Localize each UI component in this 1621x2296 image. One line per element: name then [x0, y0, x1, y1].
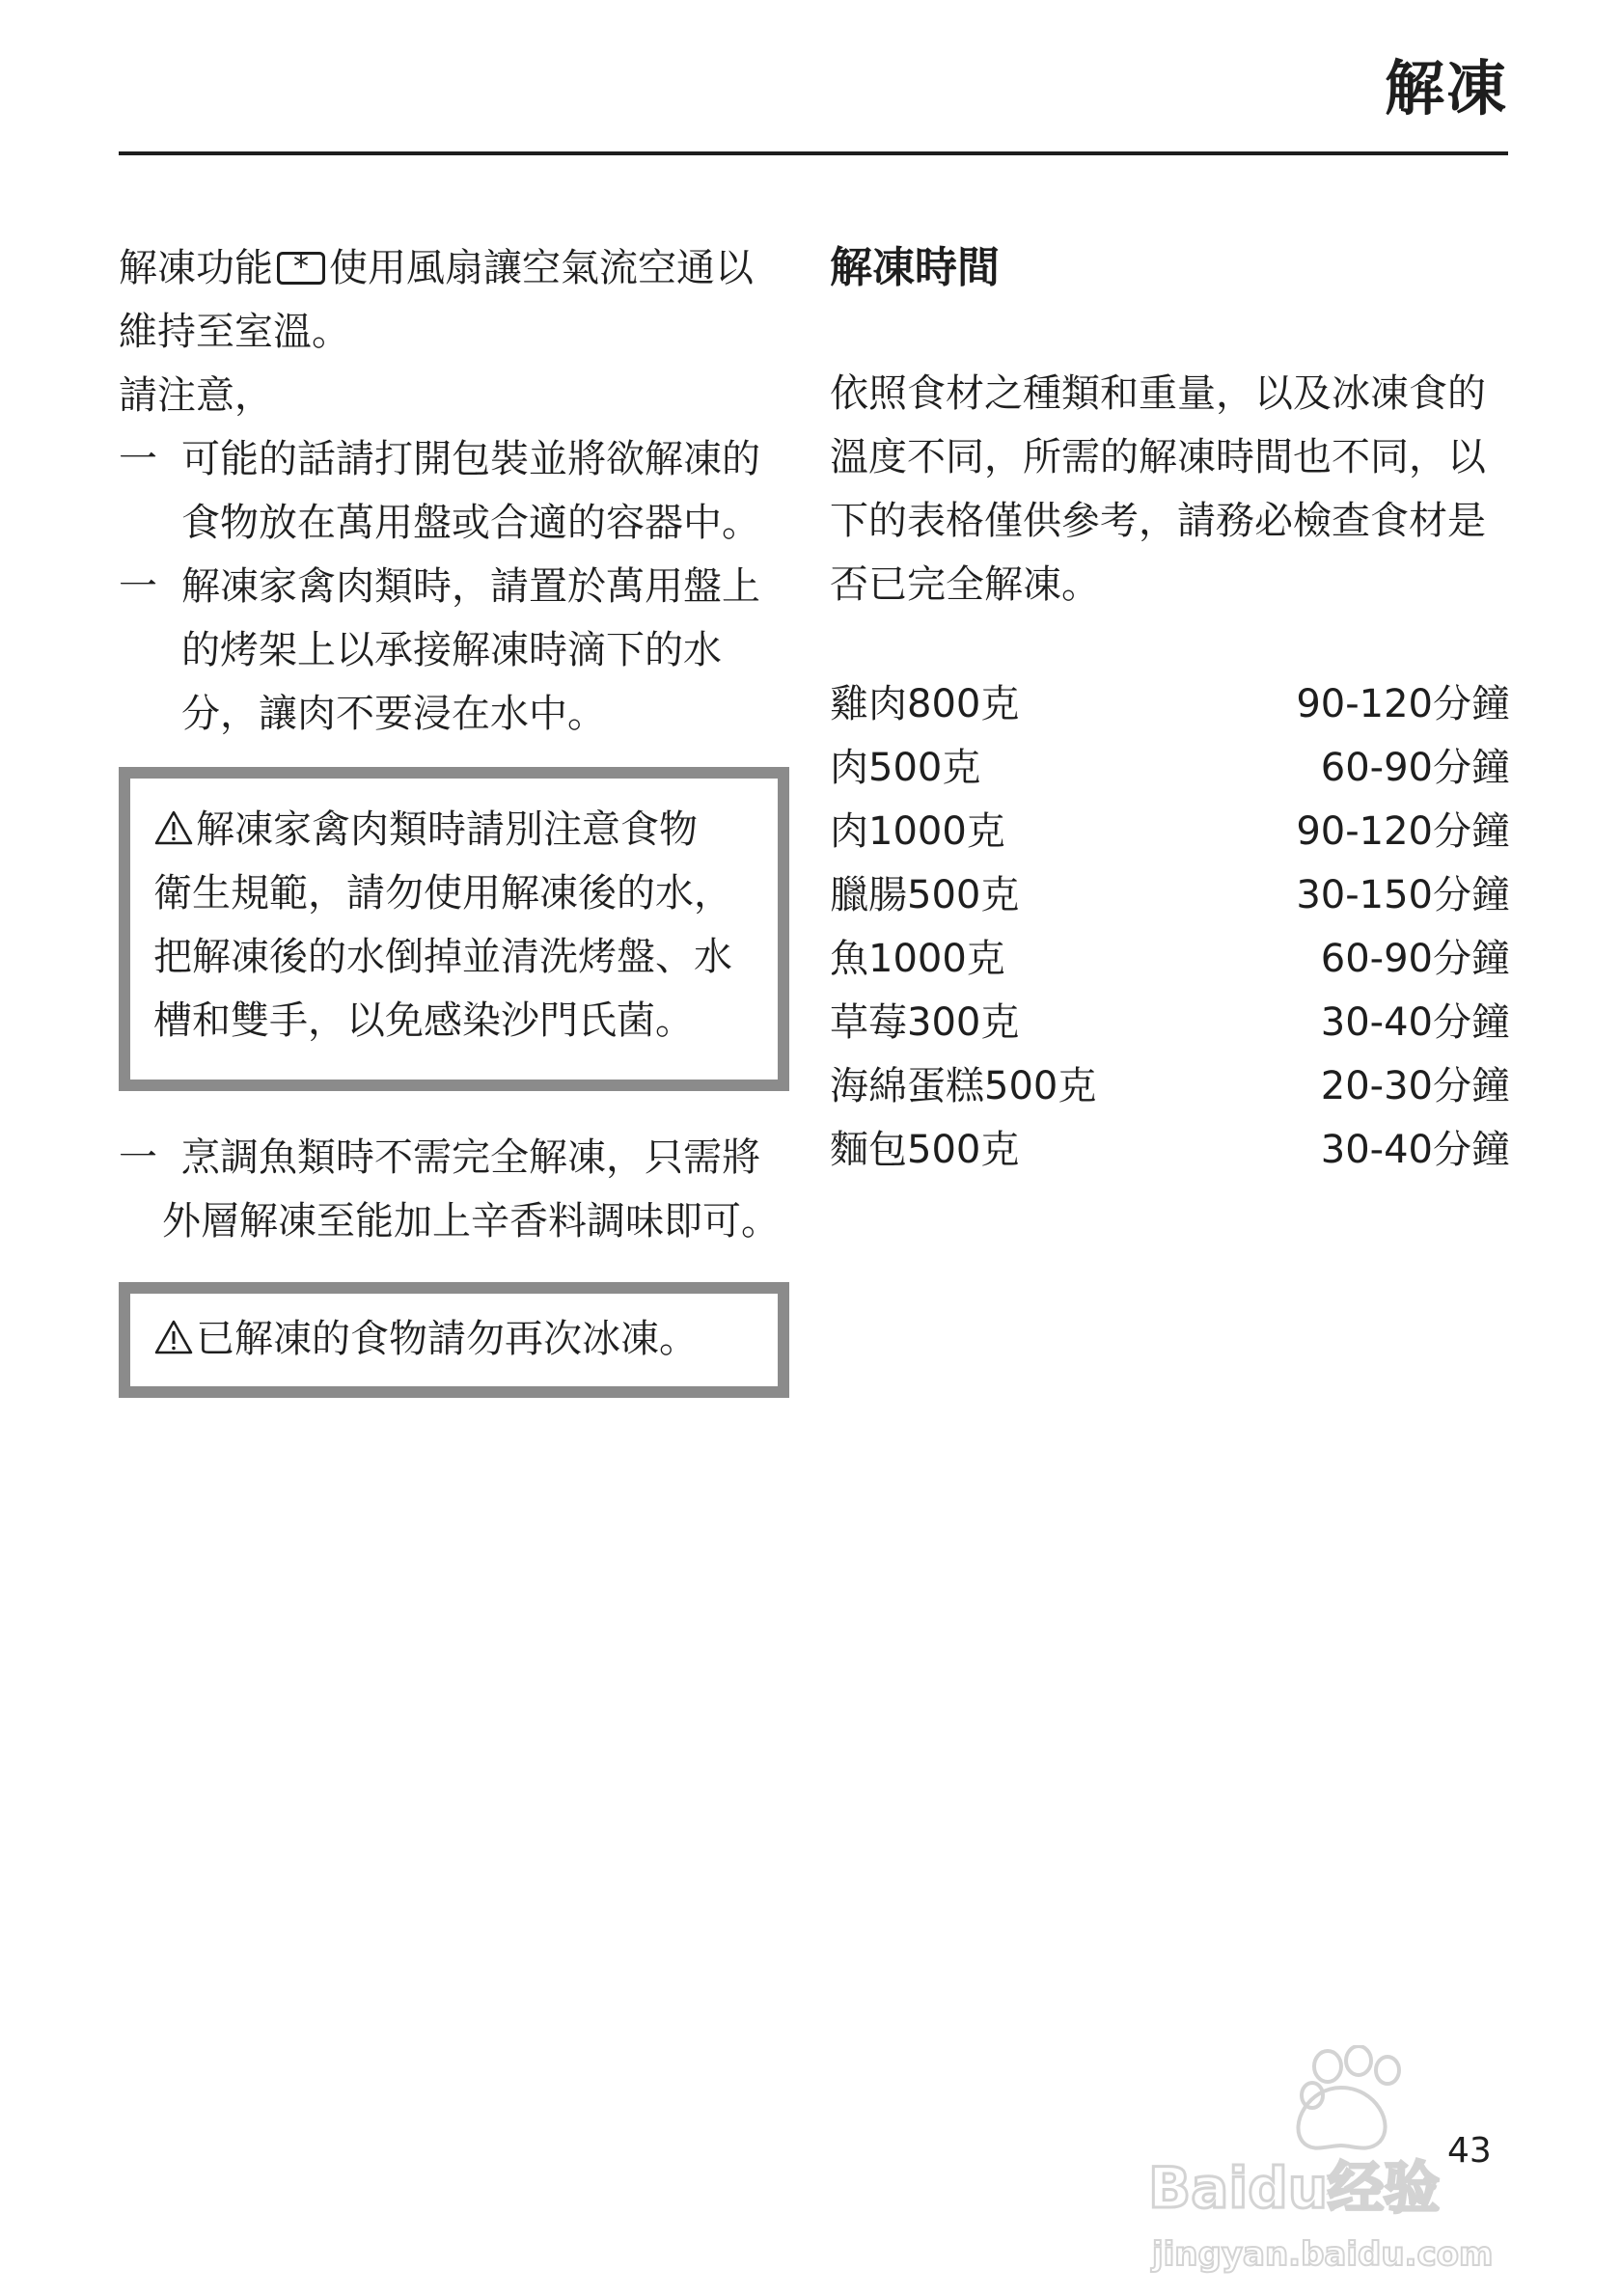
defrost-time: 20-30分鐘 — [1320, 1064, 1510, 1108]
right-column — [830, 236, 1510, 1182]
food-item: 海綿蛋糕500克 — [830, 1064, 1097, 1108]
food-item: 臘腸500克 — [830, 873, 1020, 917]
defrost-time: 90-120分鐘 — [1296, 809, 1510, 854]
warning-text: 已解凍的食物請勿再次冰凍。 — [153, 1307, 756, 1371]
description-paragraph: 依照食材之種類和重量，以及冰凍食的 溫度不同，所需的解凍時間也不同，以 下的表格僅供參考，請務必檢查食材是 否已完全解凍。 — [830, 371, 1486, 607]
food-item: 魚1000克 — [830, 937, 1005, 981]
food-item: 肉1000克 — [830, 809, 1005, 854]
defrost-time: 60-90分鐘 — [1320, 746, 1510, 790]
bullet-dash: 一 — [119, 437, 157, 481]
defrost-time-table — [830, 672, 1510, 1182]
table-row — [830, 736, 1510, 800]
table-row — [830, 927, 1510, 991]
svg-text:jingyan.baidu.com: jingyan.baidu.com — [1152, 2235, 1494, 2274]
section-title: 解凍時間 — [830, 243, 1000, 292]
warning-box-hygiene — [119, 767, 789, 1091]
food-item: 草莓300克 — [830, 1000, 1020, 1045]
bullet-dash: 一 — [119, 1135, 157, 1180]
table-row — [830, 800, 1510, 863]
page-title: 解凍 — [1384, 53, 1508, 123]
table-row — [830, 1054, 1510, 1118]
defrost-time: 30-150分鐘 — [1296, 873, 1510, 917]
defrost-time: 90-120分鐘 — [1296, 682, 1510, 726]
left-column — [119, 236, 809, 1398]
food-item: 肉500克 — [830, 746, 981, 790]
page-number: 43 — [1447, 2131, 1492, 2171]
svg-text:Baidu经验: Baidu经验 — [1148, 2155, 1441, 2221]
bullet-item: 一 可能的話請打開包裝並將欲解凍的 食物放在萬用盤或合適的容器中。 — [119, 427, 809, 555]
table-row — [830, 863, 1510, 927]
warning-text: 解凍家禽肉類時請別注意食物 衛生規範，請勿使用解凍後的水， 把解凍後的水倒掉並清洗烤盤、水 槽和雙手，以免感染沙門氏菌。 — [153, 807, 732, 1043]
defrost-time: 60-90分鐘 — [1320, 937, 1510, 981]
bullet-item: 一 烹調魚類時不需完全解凍，只需將 外層解凍至能加上辛香料調味即可。 — [119, 1126, 809, 1253]
defrost-time: 30-40分鐘 — [1320, 1000, 1510, 1045]
table-row — [830, 1118, 1510, 1182]
bullet-dash: 一 — [119, 564, 157, 609]
bullet-item: 一 解凍家禽肉類時，請置於萬用盤上 的烤架上以承接解凍時滴下的水 分，讓肉不要浸在水中。 — [119, 555, 809, 746]
food-item: 雞肉800克 — [830, 682, 1020, 726]
warning-triangle-icon — [153, 809, 194, 846]
table-row — [830, 672, 1510, 736]
food-item: 麵包500克 — [830, 1128, 1020, 1172]
header-rule — [119, 151, 1508, 155]
warning-box-refreeze — [119, 1282, 789, 1398]
notice-label: 請注意， — [119, 373, 273, 418]
warning-triangle-icon — [153, 1319, 194, 1355]
defrost-fan-icon — [277, 252, 325, 285]
table-row — [830, 991, 1510, 1054]
intro-paragraph: 解凍功能* 使用風扇讓空氣流空通以 維持至室溫。 — [119, 236, 809, 364]
defrost-time: 30-40分鐘 — [1320, 1128, 1510, 1172]
